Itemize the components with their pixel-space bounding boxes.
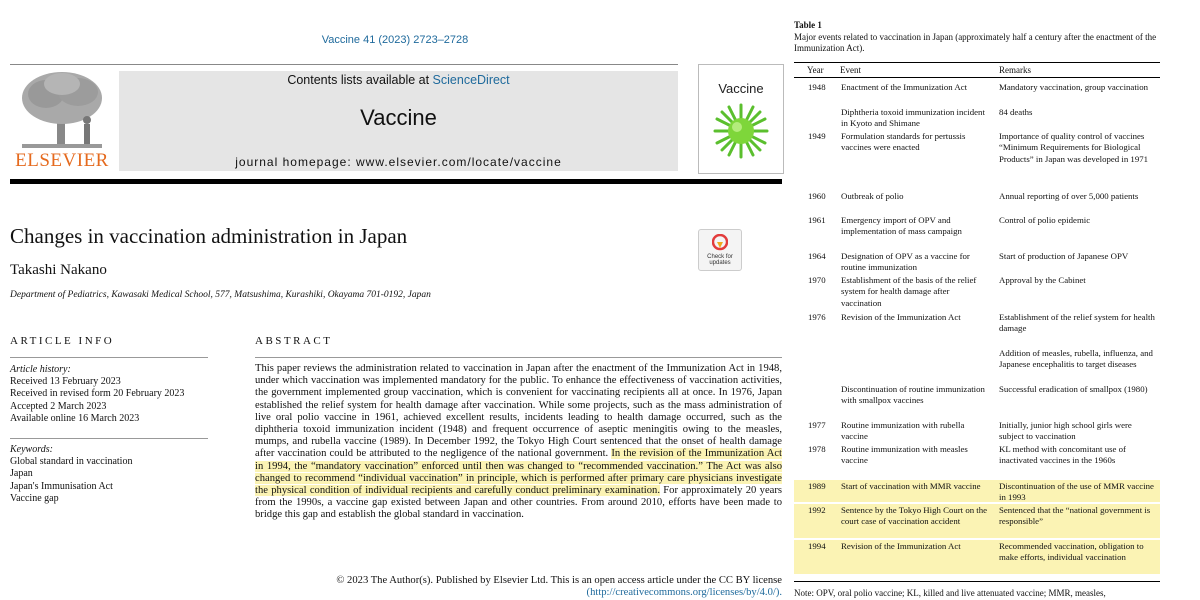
table-cell-event: Discontinuation of routine immunization with smallpox vaccines	[841, 384, 985, 406]
keyword: Global standard in vaccination	[10, 456, 133, 468]
table-cell-event: Routine immunization with measles vaccine	[841, 444, 968, 466]
table-cell-year: 1949	[808, 131, 826, 141]
journal-reference[interactable]: Vaccine 41 (2023) 2723–2728	[321, 34, 469, 46]
author-affiliation: Department of Pediatrics, Kawasaki Medical School, 577, Matsushima, Kurashiki, Okayama 701-0192, Japan	[10, 290, 431, 300]
table-cell-event: Designation of OPV as a vaccine for routine immunization	[841, 251, 970, 273]
homepage-prefix: journal homepage:	[235, 155, 356, 169]
table-cell-year: 1977	[808, 420, 826, 430]
table-cell-event: Formulation standards for pertussis vaccines were enacted	[841, 131, 966, 153]
table-top-rule	[794, 62, 1160, 63]
table-caption: Major events related to vaccination in Japan (approximately half a century after the enactment of the Immunization Act).	[794, 32, 1157, 53]
cover-title: Vaccine	[718, 81, 764, 96]
table-cell-event: Emergency import of OPV and implementation of mass campaign	[841, 215, 962, 237]
table-cell-event: Revision of the Immunization Act	[841, 312, 961, 322]
article-history	[10, 364, 184, 425]
table-cell-year: 1960	[808, 191, 826, 201]
table-label: Table 1	[794, 20, 822, 30]
table-cell-remarks: Establishment of the relief system for health damage	[999, 312, 1155, 334]
keyword: Japan's Immunisation Act	[10, 480, 113, 492]
contents-line	[119, 73, 678, 87]
abstract-part-1: This paper reviews the administration related to vaccination in Japan after the enactment of the Immunization Act in 1948, under which vaccination was implemented mandatory for the public. To enhance the effectiveness of vaccination activities, the government implemented group vaccination, which is convenient for vaccinating recipients all at once. In 1976, Japan established the relief system for health damage after vaccination. While some projects, such as the mass administration of live oral polio vaccine in 1961, achieved excellent results, incidents leading to health damage occurred, such as the diphtheria toxoid immunization incident (1948) and frequent occurrence of aseptic meningitis owing to the measles, mumps, and rubella vaccine (1989). In December 1992, the Tokyo High Court sentenced that the onset of health damage after vaccination could be attributed to the negligence of the national government.	[255, 363, 782, 460]
table-cell-remarks: Recommended vaccination, obligation to make efforts, individual vaccination	[999, 541, 1144, 563]
keywords-label: Keywords:	[10, 444, 53, 455]
license-link[interactable]: (http://creativecommons.org/licenses/by/4.0/).	[586, 587, 782, 598]
journal-masthead	[119, 71, 678, 171]
article-info-heading: ARTICLE INFO	[10, 335, 115, 347]
history-item: Accepted 2 March 2023	[10, 400, 107, 412]
history-label: Article history:	[10, 364, 71, 375]
table-cell-event: Start of vaccination with MMR vaccine	[841, 481, 981, 491]
abstract-part-2: For approximately 20 years from the 1990s, a vaccine gap existed between Japan and other countries. From around 2010, efforts have been made to bridge this gap and establish the global standard in vaccination.	[255, 485, 782, 521]
table-cell-remarks: KL method with concomitant use of inactivated vaccines in the 1960s	[999, 444, 1126, 466]
journal-cover[interactable]	[698, 64, 784, 174]
abstract-rule	[255, 357, 782, 358]
check-updates-label: Check for updates	[707, 254, 733, 266]
article-info-rule	[10, 357, 208, 358]
table-cell-event: Enactment of the Immunization Act	[841, 82, 968, 92]
virus-illustration-icon	[711, 101, 771, 161]
table-cell-event: Diphtheria toxoid immunization incident in Kyoto and Shimane	[841, 107, 985, 129]
table-cell-event: Establishment of the basis of the relief system for health damage after vaccination	[841, 275, 977, 308]
keyword: Vaccine gap	[10, 492, 59, 504]
keywords-rule	[10, 438, 208, 439]
table-cell-remarks: Initially, junior high school girls were subject to vaccination	[999, 420, 1132, 442]
check-updates-icon	[712, 234, 728, 252]
table-cell-year: 1964	[808, 251, 826, 261]
check-for-updates-button[interactable]	[698, 229, 742, 271]
license-text: © 2023 The Author(s). Published by Elsevier Ltd. This is an open access article under the CC BY license	[336, 575, 782, 586]
table-cell-remarks: Control of polio epidemic	[999, 215, 1091, 225]
table-header-year: Year	[807, 65, 824, 75]
history-item: Received in revised form 20 February 2023	[10, 388, 185, 400]
contents-prefix: Contents lists available at	[287, 73, 433, 87]
table-bottom-rule	[794, 581, 1160, 582]
header-rule	[10, 64, 678, 65]
table-header-rule	[794, 77, 1160, 78]
table-cell-year: 1976	[808, 312, 826, 322]
table-cell-event: Routine immunization with rubella vaccine	[841, 420, 965, 442]
abstract-highlight: In the revision of the Immunization Act in 1994, the “mandatory vaccination” enforced until then was changed to “recommended vaccination.” The Act was also changed to recommend “individual vaccination” in principle, which is performed after primary care physicians investigate the physical condition of individual recipients and carefully conduct preliminary examination.	[255, 448, 782, 497]
homepage-link[interactable]: www.elsevier.com/locate/vaccine	[356, 155, 562, 169]
sciencedirect-link[interactable]: ScienceDirect	[432, 73, 510, 87]
publisher-name[interactable]: ELSEVIER	[15, 150, 109, 171]
table-cell-remarks: 84 deaths	[999, 107, 1033, 117]
table-cell-remarks: Discontinuation of the use of MMR vaccine in 1993	[999, 481, 1154, 503]
table-cell-event: Outbreak of polio	[841, 191, 904, 201]
table-cell-year: 1992	[808, 505, 826, 515]
journal-title: Vaccine	[360, 105, 437, 130]
abstract-heading: ABSTRACT	[255, 335, 333, 347]
masthead-divider	[10, 179, 782, 184]
history-item: Received 13 February 2023	[10, 376, 121, 388]
journal-homepage	[119, 155, 678, 169]
table-header-remarks: Remarks	[999, 65, 1031, 75]
table-cell-year: 1978	[808, 444, 826, 454]
table-cell-remarks: Successful eradication of smallpox (1980)	[999, 384, 1148, 394]
keywords-block	[10, 444, 132, 505]
table-note: Note: OPV, oral polio vaccine; KL, killed and live attenuated vaccine; MMR, measles,	[794, 588, 1106, 598]
article-title: Changes in vaccination administration in Japan	[10, 224, 408, 248]
table-cell-year: 1989	[808, 481, 826, 491]
table-panel	[790, 0, 1200, 600]
table-cell-year: 1948	[808, 82, 826, 92]
table-cell-year: 1961	[808, 215, 826, 225]
table-cell-remarks: Importance of quality control of vaccines “Minimum Requirements for Biological Products” in Japan was developed in 1971	[999, 131, 1149, 164]
keyword: Japan	[10, 468, 33, 480]
table-cell-remarks: Sentenced that the “national government is responsible”	[999, 505, 1151, 527]
table-cell-year: 1970	[808, 275, 826, 285]
table-cell-remarks: Mandatory vaccination, group vaccination	[999, 82, 1149, 92]
table-header-event: Event	[840, 65, 861, 75]
table-cell-event: Sentence by the Tokyo High Court on the court case of vaccination accident	[841, 505, 988, 527]
abstract-text	[255, 363, 782, 522]
history-item: Available online 16 March 2023	[10, 412, 140, 424]
table-cell-remarks: Annual reporting of over 5,000 patients	[999, 191, 1139, 201]
table-cell-year: 1994	[808, 541, 826, 551]
table-cell-remarks: Addition of measles, rubella, influenza, and Japanese encephalitis to target diseases	[999, 348, 1153, 370]
table-cell-event: Revision of the Immunization Act	[841, 541, 961, 551]
author-name[interactable]: Takashi Nakano	[10, 262, 107, 278]
table-cell-remarks: Start of production of Japanese OPV	[999, 251, 1129, 261]
table-cell-remarks: Approval by the Cabinet	[999, 275, 1086, 285]
